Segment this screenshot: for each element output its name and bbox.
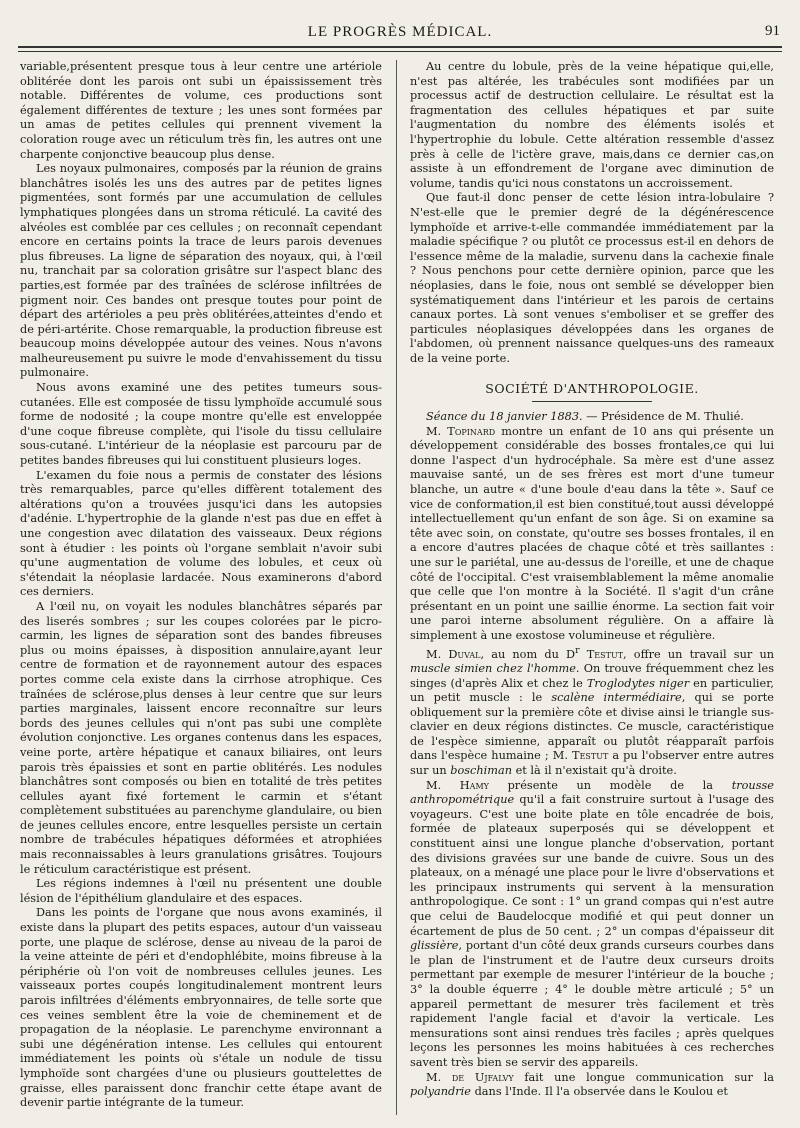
paragraph: Dans les points de l'organe que nous avons examinés, il existe dans la plupart des petits espaces, autour d'un vaisseau porte, une plaque de sclérose, dense au niveau de la paroi de la veine atteinte de péri et d'endophlébite, moins fibreuse à la périphérie où l'on voit de nombreuses cellules jeunes. Les vaisseaux portes coupés longitudinalement montrent leurs parois infiltrées d'éléments embryonnaires, de telle sorte que ces veines semblent être la voie de cheminement et de propagation de la néoplasie. Le parenchyme environnant a subi une dégénération intense. Les cellules qui entourent immédiatement les points où s'étale un nodule de tissu lymphoïde sont chargées d'une ou plusieurs gouttelettes de graisse, elles paraissent donc franchir cette étape avant de devenir partie intégrante de la tumeur. (20, 906, 382, 1110)
superscript: r (575, 644, 580, 656)
left-column (20, 60, 382, 1120)
header-rule-thin (18, 51, 782, 52)
speaker-name: M. Topinard (426, 424, 496, 438)
paragraph: Nous avons examiné une des petites tumeurs sous-cutanées. Elle est composée de tissu lymphoïde accumulé sous forme de nodosité ; la coupe montre qu'elle est enveloppée d'une coque fibreuse complète, qui l'isole du tissu cellulaire sous-cutané. L'intérieur de la néoplasie est parcouru par de petites bandes fibreuses qui lui constituent plusieurs loges. (20, 381, 382, 468)
paragraph: variable,présentent presque tous à leur centre une artériole oblitérée dont les parois ont subi un épaississement très notable. Différentes de volume, ces productions sont également différentes de texture ; les unes sont formées par un amas de petites cellules qui prennent vivement la coloration rouge avec un réticulum très fin, les autres ont une charpente conjonctive beaucoup plus dense. (20, 60, 382, 161)
paragraph: Les régions indemnes à l'œil nu présentent une double lésion de l'épithélium glandulaire et des espaces. (20, 877, 382, 905)
page-header (18, 22, 782, 44)
text-run: On trouve fréquemment chez les singes (d'après Alix et chez le (410, 661, 774, 690)
paragraph: A l'œil nu, on voyait les nodules blanchâtres séparés par des liserés sombres ; sur les coupes colorées par le picro-carmin, les lignes de séparation sont des bandes fibreuses plus ou moins épaisses, à disposition annulaire,ayant leur centre de formation et de rayonnement autour des espaces portes comme cela existe dans la cirrhose atrophique. Ces traînées de sclérose,plus denses à leur centre que sur leurs parties marginales, laissent encore reconnaître sur leurs bords des jeunes cellules qui n'ont pas subi une complète évolution conjonctive. Les organes contenus dans les espaces, veine porte, artère hépatique et canaux biliaires, ont leurs parois très épaissies et sont en partie oblitérés. Les nodules blanchâtres sont composés ou bien en totalité de très petites cellules ayant fixé fortement le carmin et s'étant complètement substituées au parenchyme glandulaire, ou bien de jeunes cellules encore, entre lesquelles persiste un certain nombre de trabécules hépatiques déformées et atrophiées mais reconnaissables à leurs granulations grisâtres. Toujours le réticulum caractéristique est présent. (20, 599, 382, 876)
term: boschiman (450, 764, 512, 778)
text-run: et là il n'existait qu'à droite. (512, 764, 677, 778)
speaker-name: M. Duval (426, 647, 481, 661)
journal-title: LE PROGRÈS MÉDICAL. (307, 24, 493, 40)
speaker-name: M. Hamy (426, 778, 489, 792)
text-run: , offre un travail sur un (623, 647, 774, 661)
text-run: présente un modèle de la (488, 778, 732, 792)
paragraph: Les noyaux pulmonaires, composés par la réunion de grains blanchâtres isolés les uns des autres par de petites lignes pigmentées, sont formés par une accumulation de cellules lymphatiques plongées dans un stroma réticulé. La cavité des alvéoles est comblée par ces cellules ; on reconnaît cependant encore en certains points la trace de leurs parois devenues plus fibreuses. La ligne de séparation des noyaux, qui, à l'œil nu, tranchait par sa coloration grisâtre sur l'aspect blanc des parties,est formée par des traînées de sclérose infiltrées de pigment noir. Ces bandes ont presque toutes pour point de départ des artérioles a peu près oblitérées,atteintes d'endo et de péri-artérite. Chose remarquable, la production fibreuse est beaucoup moins développée autour des veines. Nous n'avons malheureusement pu suivre le mode d'envahissement du tissu pulmonaire. (20, 162, 382, 380)
person-name: Testut (579, 647, 624, 661)
text-run: dans l'Inde. Il l'a observée dans le Koulou et (470, 1085, 728, 1099)
header-rule-thick (18, 46, 782, 48)
paragraph: Au centre du lobule, près de la veine hépatique qui,elle, n'est pas altérée, les trabécules sont modifiées par un processus actif de destruction cellulaire. Le résultat est la fragmentation des cellules hépatiques et par suite l'augmentation du nombre des éléments isolés et l'hypertrophie du lobule. Cette altération ressemble d'assez près à celle de l'ictère grave, mais,dans ce dernier cas,on assiste à un effondrement de l'organe avec diminution de volume, tandis qu'ici nous constatons un accroissement. (410, 60, 774, 190)
speaker-name: M. de Ujfalvy (426, 1070, 514, 1084)
person-name: Testut (572, 749, 609, 763)
text-run: , portant d'un côté deux grands curseurs courbes dans le plan de l'instrument et de l'autre deux curseurs droits permettant par exemple de mesurer l'intérieur de la bouche ; 3° la double équerre ; 4° le double mètre articulé ; 5° un appareil permettant de mesurer très facilement et très rapidement l'angle facial et d'avoir la verticale. Les mensurations sont ainsi rendues très faciles ; après quelques leçons les personnes les moins habituées à ces recherches savent très bien se servir des appareils. (410, 939, 774, 1069)
paragraph-topinard (410, 425, 774, 644)
text-run: qu'il a fait construire surtout à l'usage des voyageurs. C'est une boite plate en tôle encadrée de bois, formée de plateaux superposés qui se développent et constituent ainsi une longue planche d'observation, portant des divisions gravées sur une bande de cuivre. Sous un des plateaux, on a ménagé une place pour le livre d'observations et les principaux instruments qui servent à la mensuration anthropologique. Ce sont : 1° un grand compas qui n'est autre que celui de Baudelocque modifié et qui peut donner un écartement de plus de 50 cent. ; 2° un compas d'épaisseur dit (410, 793, 774, 938)
session-line (410, 410, 774, 425)
text-run: en particulier, un petit muscle : le (410, 676, 774, 705)
section-rule (532, 401, 652, 402)
text-run: fait une longue communication sur la (513, 1070, 774, 1084)
species-name: Troglodytes niger (586, 676, 690, 690)
text-run: , qui se porte obliquement sur la première côte et divise ainsi le triangle sus-clavier en deux régions distinctes. Ce muscle, caractéristique de l'espèce simienne, apparaît ou plutôt réapparaît parfois dans l'espèce humaine ; M. (410, 691, 774, 763)
text-run: , au nom du D (480, 647, 576, 661)
term: polyandrie (410, 1085, 471, 1099)
page-number: 91 (765, 23, 780, 39)
term: glissière (410, 939, 459, 953)
section-title: SOCIÉTÉ D'ANTHROPOLOGIE. (485, 381, 699, 397)
text-run: a pu l'observer entre autres sur un (410, 749, 774, 778)
paragraph: Que faut-il donc penser de cette lésion intra-lobulaire ? N'est-elle que le premier degré de la dégénérescence lymphoïde et arrive-t-elle commandée immédiatement par la maladie spécifique ? ou plutôt ce processus est-il en dehors de l'essence même de la maladie, survenu dans la cachexie finale ? Nous penchons pour cette dernière opinion, parce que les néoplasies, dans le foie, nous ont semblé se développer bien systématiquement dans l'intérieur et les parois de certains canaux portes. Là sont venues s'emboliser et se greffer des particules néoplasiques développées dans les organes de l'abdomen, où prennent naissance quelques-uns des rameaux de la veine porte. (410, 191, 774, 365)
column-divider (396, 60, 397, 1115)
paragraph-text: montre un enfant de 10 ans qui présente un développement considérable des bosses frontales,ce qui lui donne l'aspect d'un hydrocéphale. Sa mère est d'une assez mauvaise santé, un de ses frères est mort d'une tumeur blanche, un autre « d'une boule d'eau dans la tête ». Sauf ce vice de conformation,il est bien constitué,tout aussi développé intellectuellement qu'un enfant de son âge. Si on examine sa tête avec soin, on constate, qu'outre ses bosses frontales, il en a encore d'autres placées de chaque côté et très saillantes : une sur le pariétal, une au-dessus de l'oreille, et une de chaque côté de l'occipital. C'est vraisemblablement la même anomalie que celle que l'on montre à la Société. Il s'agit d'un crâne présentant en un point une saillie énorme. La section fait voir une paroi interne absolument régulière. On a affaire là simplement à une exostose volumineuse et régulière. (410, 424, 774, 642)
muscle-name: scalène intermédiaire (551, 691, 682, 705)
session-date: Séance du 18 janvier 1883. (426, 410, 583, 424)
work-title: muscle simien chez l'homme. (410, 661, 580, 675)
paragraph-duval (410, 644, 774, 779)
term: trousse anthropométrique (410, 778, 774, 807)
paragraph: L'examen du foie nous a permis de constater des lésions très remarquables, parce qu'elles diffèrent totalement des altérations qu'on a trouvées jusqu'ici dans les autopsies d'adénie. L'hypertrophie de la glande n'est pas due en effet à une congestion avec dilatation des vaisseaux. Deux régions sont à étudier : les points où l'organe semblait n'avoir subi qu'une augmentation de volume des lobules, et ceux où s'étendait la néoplasie lardacée. Nous examinerons d'abord ces derniers. (20, 468, 382, 599)
right-column (410, 60, 774, 1120)
session-president: — Présidence de M. Thulié. (582, 410, 744, 424)
paragraph-ujfalvy (410, 1071, 774, 1100)
paragraph-hamy (410, 779, 774, 1071)
